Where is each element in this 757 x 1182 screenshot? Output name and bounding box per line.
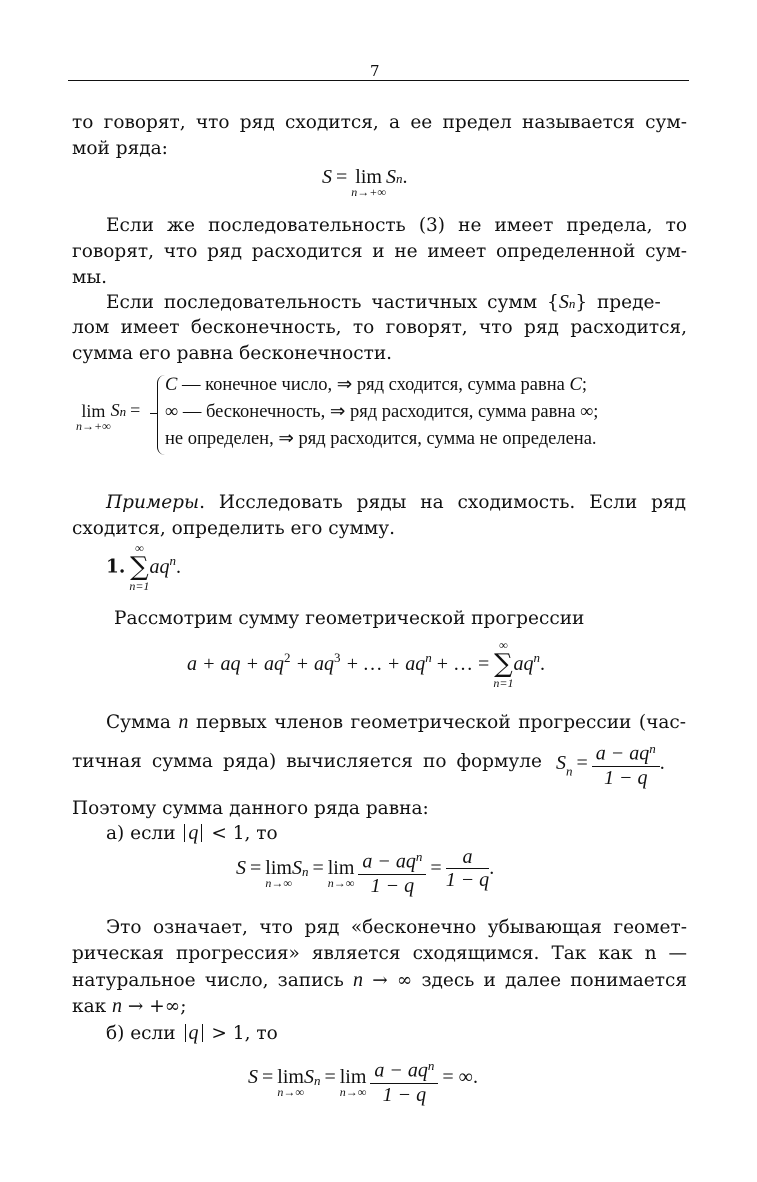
- paragraph-line: Поэтому сумма данного ряда равна:: [72, 798, 429, 819]
- text-run: натуральное число, запись: [72, 970, 354, 991]
- paragraph-line: Это означает, что ряд «бесконечно убывающая геомет-: [106, 917, 687, 938]
- example-1: [106, 543, 181, 592]
- sum-upper: ∞: [499, 638, 508, 652]
- eq-symbol: S: [385, 166, 396, 188]
- eq-symbol: S: [248, 1066, 258, 1088]
- sum-operator: [493, 640, 513, 689]
- sum-operator: [129, 543, 149, 592]
- paragraph-line: [72, 967, 687, 994]
- fraction: [592, 738, 660, 789]
- abs-bar: [185, 1024, 186, 1042]
- limit-subscript: n→∞: [339, 1085, 367, 1099]
- eq-symbol: aq: [149, 556, 170, 578]
- eq-subscript: n: [566, 763, 573, 779]
- eq-symbol: aq: [513, 653, 534, 675]
- case-line-2: ∞ — бесконечность, ⇒ ряд расходится, сумма равна ∞;: [165, 402, 599, 422]
- eq-symbol: n: [178, 711, 189, 733]
- eq-symbol: S: [236, 857, 246, 879]
- eq-symbol: q: [188, 822, 199, 844]
- eq-symbol: S: [322, 166, 332, 188]
- text-run: ;: [581, 375, 587, 395]
- paragraph-line: то говорят, что ряд сходится, а ее предел называется сум-: [72, 112, 687, 133]
- eq-symbol: .: [402, 166, 408, 188]
- case-line-1: [165, 374, 587, 396]
- eq-symbol: n: [353, 969, 364, 991]
- limit-word: lim: [277, 1066, 304, 1088]
- eq-superscript: 2: [284, 649, 291, 665]
- eq-superscript: n: [427, 1058, 435, 1073]
- fraction-denominator: 1 − q: [604, 767, 648, 790]
- example-number: 1.: [106, 556, 126, 578]
- eq-expression: + … + aq: [340, 653, 426, 675]
- eq-symbol: =: [430, 857, 442, 879]
- text-run: первых членов геометрической прогрессии (час-: [188, 712, 687, 733]
- sum-lower: n=1: [493, 676, 514, 690]
- limit-operator: [76, 400, 111, 432]
- limit-subscript: n→+∞: [351, 185, 386, 199]
- text-run: } преде-: [575, 292, 661, 313]
- paragraph-line: Если же последовательность (3) не имеет предела, то: [106, 215, 687, 236]
- eq-symbol: S: [291, 857, 302, 879]
- fraction-numerator: [592, 738, 660, 767]
- case-a-line: [106, 820, 278, 847]
- fraction-numerator: [370, 1055, 438, 1084]
- eq-expression: + aq: [290, 653, 334, 675]
- eq-symbol: .: [659, 752, 665, 775]
- eq-symbol: .: [539, 653, 545, 675]
- limit-word: lim: [327, 857, 355, 879]
- text-run: < 1, то: [211, 823, 278, 844]
- fraction-numerator: a: [446, 846, 490, 869]
- paragraph-line: [72, 993, 186, 1020]
- eq-expression: a − aq: [595, 742, 650, 765]
- case-line-3: не определен, ⇒ ряд расходится, сумма не определена.: [165, 429, 597, 449]
- text-run: — конечное число, ⇒ ряд сходится, сумма равна: [177, 375, 570, 395]
- paragraph-line: [106, 709, 686, 736]
- paragraph-line: лом имеет бесконечность, то говорят, что ряд расходится,: [72, 317, 687, 338]
- eq-symbol: =: [576, 752, 588, 775]
- eq-symbol: S: [558, 291, 569, 313]
- eq-symbol: =: [312, 857, 324, 879]
- eq-symbol: = ∞.: [442, 1066, 478, 1088]
- eq-subscript: n: [119, 404, 127, 419]
- eq-symbol: S: [556, 752, 566, 775]
- sum-sign: ∑: [494, 649, 513, 679]
- fraction-denominator: 1 − q: [445, 869, 490, 891]
- limit-operator: [351, 166, 386, 198]
- text-run: → +∞;: [122, 996, 187, 1017]
- fraction: [358, 846, 426, 897]
- header-rule: [68, 80, 689, 81]
- eq-symbol: .: [175, 556, 181, 578]
- page-number: 7: [370, 62, 380, 80]
- cases-lhs: [76, 400, 140, 432]
- eq-superscript: n: [425, 649, 432, 665]
- text-run: как: [72, 996, 113, 1017]
- eq-subscript: n: [568, 296, 576, 311]
- paragraph-line: мы.: [72, 267, 107, 288]
- sum-lower: n=1: [129, 579, 150, 593]
- eq-subscript: n: [395, 171, 403, 186]
- abs-bar: [202, 1024, 203, 1042]
- eq-symbol: q: [188, 1022, 199, 1044]
- eq-symbol: =: [336, 166, 348, 188]
- examples-label: Примеры: [106, 492, 200, 513]
- limit-subscript: n→∞: [327, 876, 355, 890]
- text-run: > 1, то: [211, 1023, 278, 1044]
- paragraph-line: мой ряда:: [72, 138, 168, 159]
- equation-geometric-series: [187, 640, 545, 689]
- eq-superscript: 3: [334, 649, 341, 665]
- limit-operator: [265, 857, 292, 889]
- text-run: . Исследовать ряды на сходимость. Если ряд: [199, 492, 686, 513]
- eq-symbol: .: [489, 857, 495, 879]
- limit-subscript: n→+∞: [76, 419, 111, 433]
- paragraph-line: сходится, определить его сумму.: [72, 518, 396, 539]
- abs-bar: [184, 824, 185, 842]
- abs-bar: [201, 824, 202, 842]
- eq-superscript: n: [415, 849, 423, 864]
- fraction-numerator: [358, 846, 426, 875]
- eq-symbol: =: [250, 857, 262, 879]
- eq-symbol: S: [110, 400, 120, 420]
- partial-sum-formula: [556, 738, 665, 789]
- case-b-line: [106, 1020, 278, 1047]
- text-run: → ∞ здесь и далее понимается: [363, 970, 687, 991]
- eq-symbol: C: [165, 375, 178, 395]
- limit-subscript: n→∞: [265, 876, 292, 890]
- paragraph-line: говорят, что ряд расходится и не имеет определенной сум-: [72, 241, 687, 262]
- sum-sign: ∑: [130, 552, 149, 582]
- text-run: Сумма: [106, 712, 179, 733]
- eq-symbol: =: [324, 1066, 336, 1088]
- eq-symbol: S: [303, 1066, 314, 1088]
- text-run: Если последовательность частичных сумм {: [106, 292, 559, 313]
- equation-sum-limit: [322, 166, 407, 198]
- eq-symbol: C: [569, 375, 582, 395]
- eq-expression: + … =: [431, 653, 490, 675]
- eq-symbol: =: [262, 1066, 274, 1088]
- limit-word: lim: [81, 401, 106, 421]
- limit-operator: [328, 857, 355, 889]
- eq-expression: a + aq + aq: [187, 653, 284, 675]
- examples-heading: [106, 490, 686, 516]
- paragraph-line: [106, 289, 686, 317]
- paragraph-line: Рассмотрим сумму геометрической прогрессии: [114, 608, 585, 629]
- paragraph-line: сумма его равна бесконечности.: [72, 343, 393, 364]
- fraction-denominator: 1 − q: [370, 875, 415, 898]
- equation-case-b: [248, 1058, 478, 1107]
- paragraph-line: рическая прогрессия» является сходящимся. Так как n —: [72, 943, 687, 964]
- eq-subscript: n: [301, 864, 309, 879]
- fraction: [446, 846, 490, 891]
- fraction: [370, 1055, 438, 1106]
- limit-word: lim: [339, 1066, 367, 1088]
- limit-subscript: n→∞: [277, 1085, 304, 1099]
- limit-operator: [277, 1066, 304, 1098]
- eq-expression: a − aq: [362, 850, 416, 873]
- eq-superscript: n: [169, 552, 176, 568]
- text-run: а) если: [106, 823, 176, 844]
- eq-expression: a − aq: [374, 1059, 428, 1082]
- equation-case-a: [236, 846, 495, 898]
- sum-upper: ∞: [135, 541, 144, 555]
- paragraph-line: тичная сумма ряда) вычисляется по формуле: [72, 751, 542, 772]
- limit-word: lim: [265, 857, 292, 879]
- eq-symbol: n: [112, 995, 123, 1017]
- eq-symbol: =: [130, 400, 141, 420]
- limit-operator: [340, 1066, 367, 1098]
- fraction-denominator: 1 − q: [382, 1084, 427, 1107]
- limit-word: lim: [355, 166, 382, 188]
- eq-superscript: n: [649, 741, 656, 756]
- text-run: б) если: [106, 1023, 176, 1044]
- eq-superscript: n: [533, 649, 540, 665]
- eq-subscript: n: [313, 1073, 321, 1088]
